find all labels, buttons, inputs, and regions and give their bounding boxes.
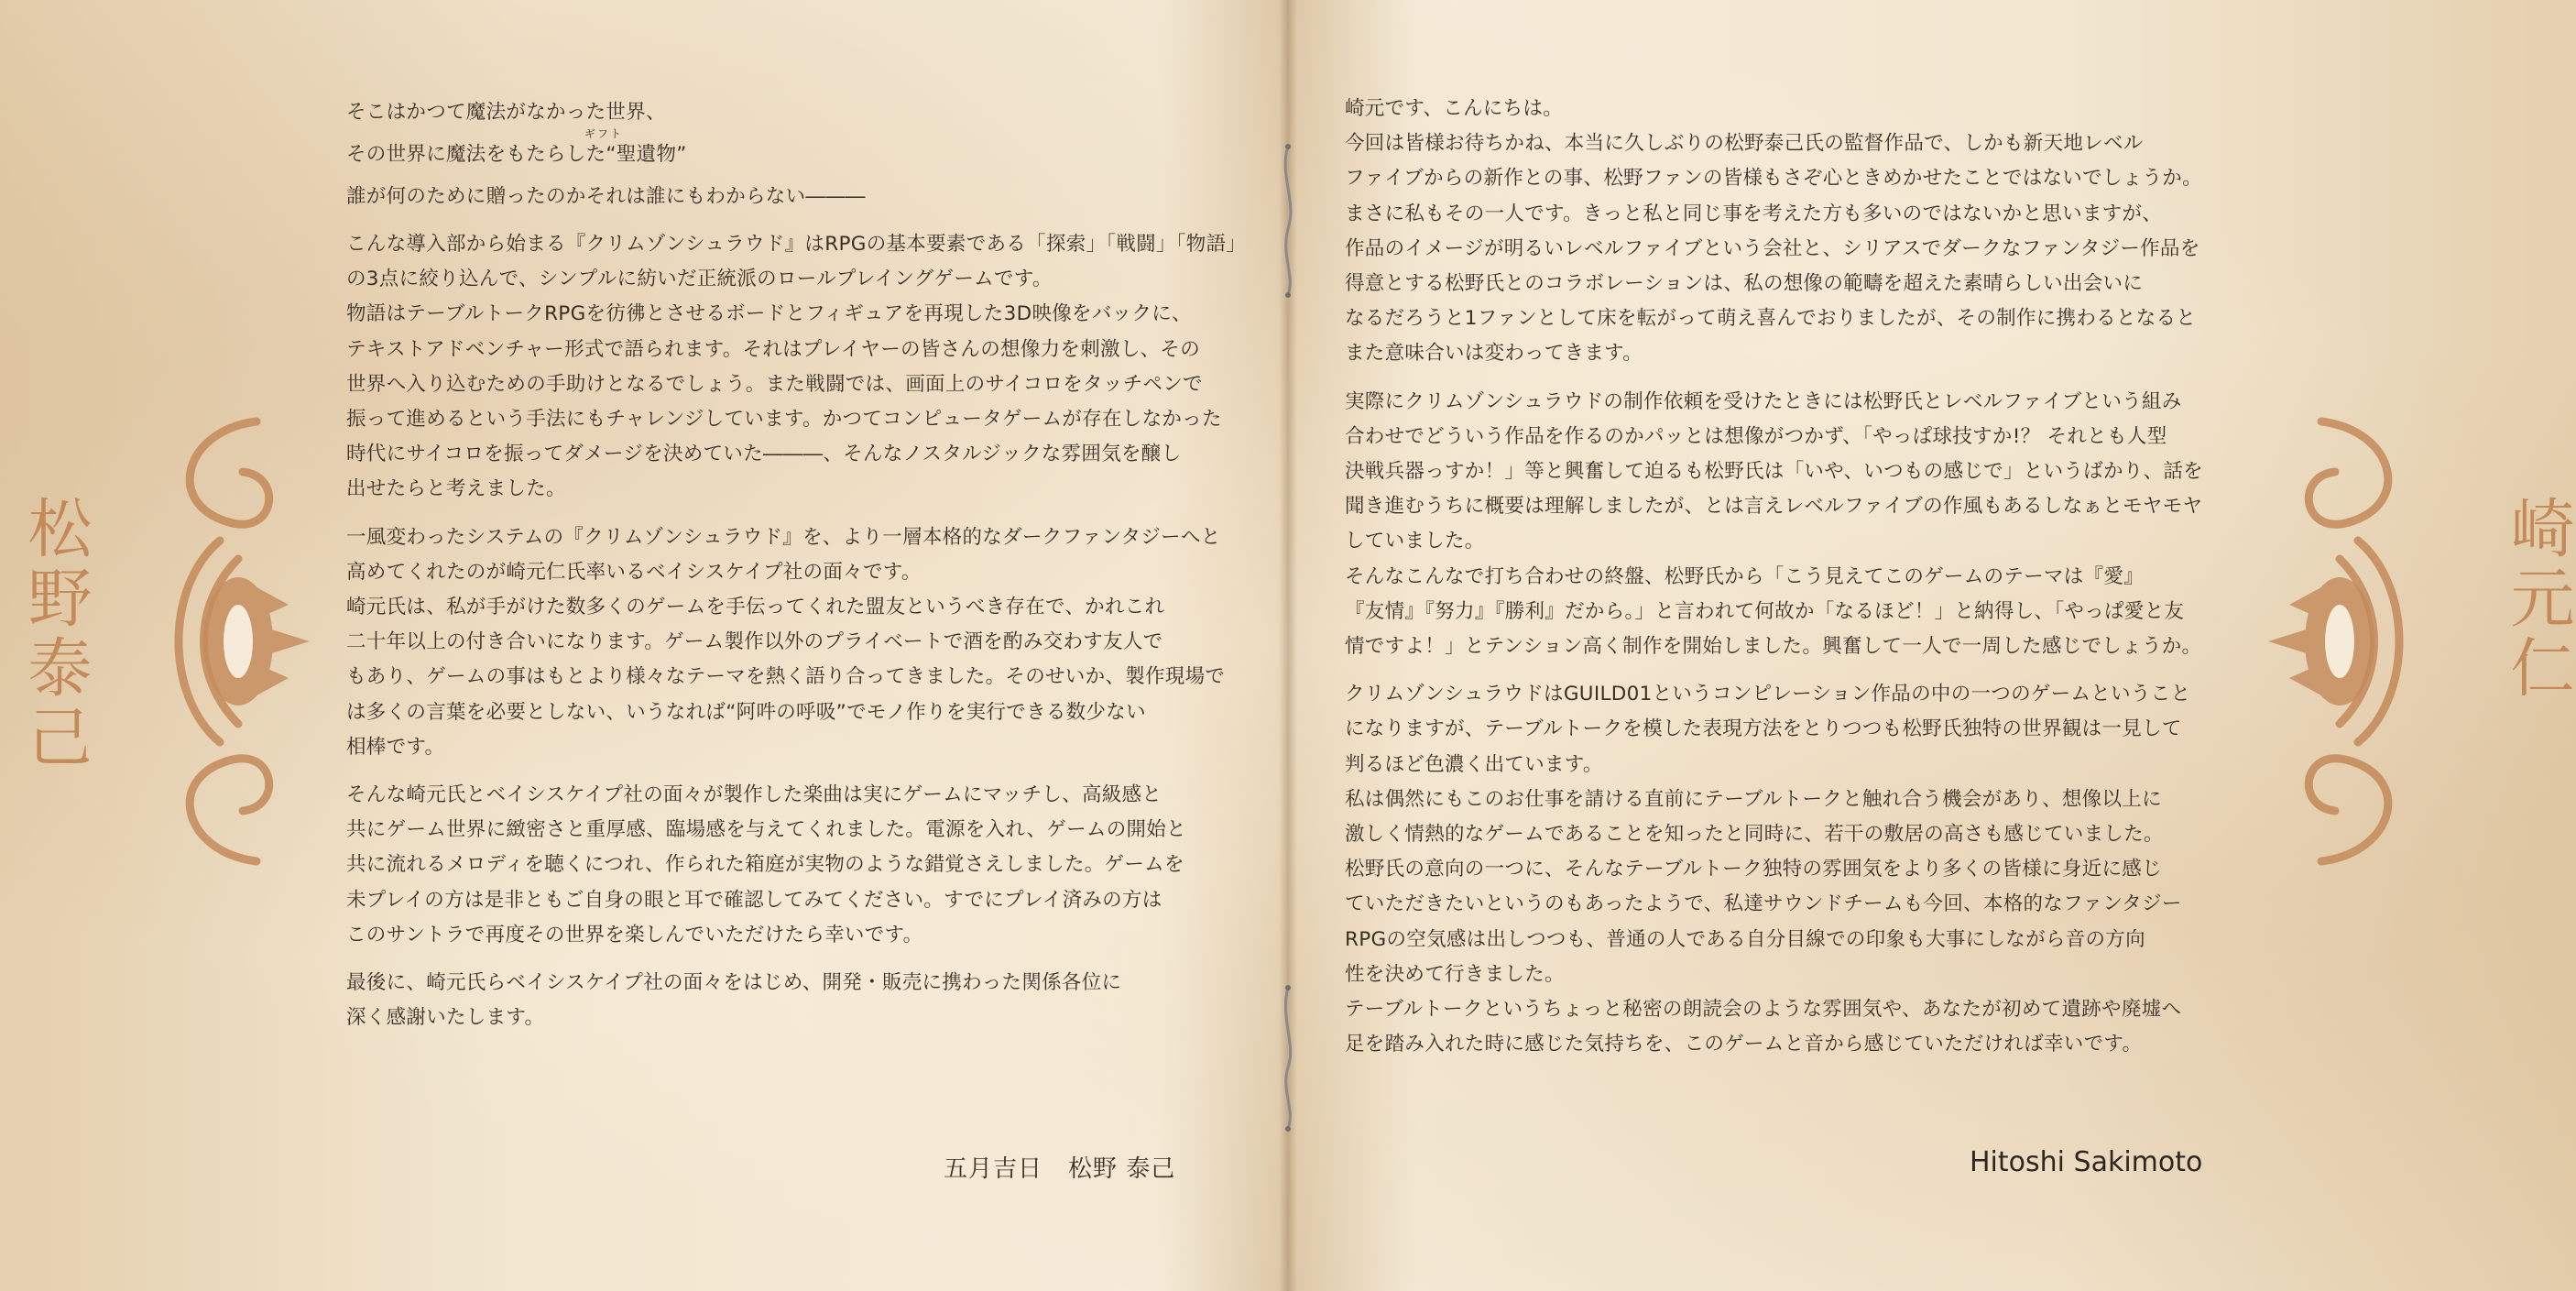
right-page xyxy=(1288,0,2576,1291)
p1-line: また意味合いは変わってきます。 xyxy=(1345,342,1643,366)
p1-line: こんな導入部から始まる『クリムゾンシュラウド』はRPGの基本要素である「探索」「戦闘」「物語」 xyxy=(346,233,1247,256)
p1-line: 世界へ入り込むための手助けとなるでしょう。また戦闘では、画面上のサイコロをタッチペンで xyxy=(346,372,1203,396)
paragraph-4 xyxy=(346,966,1226,1035)
p2-line: そんなこんなで打ち合わせの終盤、松野氏から「こう見えてこのゲームのテーマは『愛』 xyxy=(1345,564,2145,588)
ornament-flourish-right xyxy=(2266,403,2450,880)
p1-line: 出せたらと考えました。 xyxy=(346,477,566,501)
vertical-name-sakimoto: 崎元仁 xyxy=(2500,495,2575,704)
p2-line: 合わせでどういう作品を作るのかパッとは想像がつかず、「やっぱ球技すか!？ それとも人型 xyxy=(1345,424,2167,448)
p3-line: 共に流れるメロディを聴くにつれ、作られた箱庭が実物のような錯覚さえしました。ゲームを xyxy=(346,853,1184,877)
p1-line: 振って進めるという手法にもチャレンジしています。かつてコンピュータゲームが存在しなかった xyxy=(346,408,1222,432)
p2-line: 二十年以上の付き合いになります。ゲーム製作以外のプライベートで酒を酌み交わす友人で xyxy=(346,630,1163,654)
p3-line: 松野氏の意向の一つに、そんなテーブルトーク独特の雰囲気をより多くの皆様に身近に感じ xyxy=(1345,858,2162,881)
p2-line: 決戦兵器っすか！」等と興奮して迫るも松野氏は「いや、いつもの感じで」というばかり、話を xyxy=(1345,460,2203,484)
p3-line: 共にゲーム世界に緻密さと重厚感、臨場感を与えてくれました。電源を入れ、ゲームの開始と xyxy=(346,818,1186,842)
signature-date: 五月吉日 xyxy=(944,1155,1043,1183)
p1-line: なるだろうと1ファンとして床を転がって萌え喜んでおりましたが、その制作に携わるとなると xyxy=(1345,307,2197,331)
p2-line: 相棒です。 xyxy=(346,735,445,759)
p2-line: していました。 xyxy=(1345,530,1485,553)
p4-line: 最後に、崎元氏らベイシスケイプ社の面々をはじめ、開発・販売に携わった関係各位に xyxy=(346,971,1122,995)
p3-line: 激しく情熱的なゲームであることを知ったと同時に、若干の敷居の高さも感じていました。 xyxy=(1345,823,2164,847)
sakimoto-message xyxy=(1345,92,2243,1062)
signature-name: 松野 泰己 xyxy=(1068,1155,1176,1183)
paragraph-3 xyxy=(1345,677,2243,1062)
p2-line: 実際にクリムゾンシュラウドの制作依頼を受けたときには松野氏とレベルファイブという組み xyxy=(1345,389,2182,413)
p3-line: ていただきたいというのもあったようで、私達サウンドチームも今回、本格的なファンタジー xyxy=(1345,892,2182,916)
p1-line: ファイブからの新作との事、松野ファンの皆様もさぞ心ときめかせたことではないでしょうか。 xyxy=(1345,167,2202,191)
p2-line: 一風変わったシステムの『クリムゾンシュラウド』を、より一層本格的なダークファンタジーへと xyxy=(346,525,1221,549)
paragraph-1 xyxy=(346,227,1247,508)
p3-line: になりますが、テーブルトークを模した表現方法をとりつつも松野氏独特の世界観は一見して xyxy=(1345,717,2182,741)
p3-line: 判るほど色濃く出ています。 xyxy=(1345,752,1603,776)
p3-line: そんな崎元氏とベイシスケイプ社の面々が製作した楽曲は実にゲームにマッチし、高級感と xyxy=(346,783,1162,807)
p4-line: 深く感謝いたします。 xyxy=(346,1006,545,1030)
p1-line: 崎元です、こんにちは。 xyxy=(1345,97,1564,120)
paragraph-2 xyxy=(1345,385,2243,665)
matsuno-message xyxy=(346,92,1247,1035)
p1-line: 今回は皆様お待ちかね、本当に久しぶりの松野泰己氏の監督作品で、しかも新天地レベル xyxy=(1345,132,2144,156)
ornament-flourish-left xyxy=(128,403,311,880)
paragraph-2 xyxy=(346,520,1226,765)
p2-line: もあり、ゲームの事はもとより様々なテーマを熱く語り合ってきました。そのせいか、製作現場で xyxy=(346,665,1226,689)
p3-line: テーブルトークというちょっと秘密の朗読会のような雰囲気や、あなたが初めて遺跡や廃墟へ xyxy=(1345,998,2182,1022)
p3-line: 私は偶然にもこのお仕事を請ける直前にテーブルトークと触れ合う機会があり、想像以上に xyxy=(1345,787,2162,811)
p2-line: 崎元氏は、私が手がけた数多くのゲームを手伝ってくれた盟友というべき存在で、かれこれ xyxy=(346,596,1165,619)
p1-line: まさに私もその一人です。きっと私と同じ事を考えた方も多いのではないかと思いますが、 xyxy=(1345,202,2163,225)
intro-line-2-text: その世界に魔法をもたらした“聖遺物” xyxy=(346,143,687,166)
intro-line-1: そこはかつて魔法がなかった世界、 xyxy=(346,101,666,124)
p1-line: 物語はテーブルトークRPGを彷彿とさせるボードとフィギュアを再現した3D映像をバックに、 xyxy=(346,302,1192,326)
ruby-gift: ギフト xyxy=(584,127,624,140)
signature-matsuno xyxy=(944,1150,1175,1184)
p1-line: の3点に絞り込んで、シンプルに紡いだ正統派のロールプレイングゲームです。 xyxy=(346,268,1053,291)
p2-line: 情ですよ！」とテンション高く制作を開始しました。興奮して一人で一周した感じでしょうか。 xyxy=(1345,635,2202,659)
paragraph-1 xyxy=(1345,92,2243,372)
intro-line-2 xyxy=(346,127,1226,176)
p3-line: 未プレイの方は是非ともご自身の眼と耳で確認してみてください。すでにプレイ済みの方は xyxy=(346,888,1162,912)
p1-line: 得意とする松野氏とのコラボレーションは、私の想像の範疇を超えた素晴らしい出会いに xyxy=(1345,272,2144,296)
p2-line: は多くの言葉を必要としない、いうなれば“阿吽の呼吸”でモノ作りを実行できる数少ない xyxy=(346,700,1146,724)
p2-line: 『友情』『努力』『勝利』だから。」と言われて何故か「なるほど！」と納得し、「やっぱ愛と友 xyxy=(1345,599,2185,623)
p3-line: 性を決めて行きました。 xyxy=(1345,962,1565,986)
signature-sakimoto: Hitoshi Sakimoto xyxy=(1970,1146,2203,1178)
paragraph-3 xyxy=(346,778,1226,953)
p1-line: テキストアドベンチャー形式で語られます。それはプレイヤーの皆さんの想像力を刺激し、その xyxy=(346,337,1201,361)
p1-line: 時代にサイコロを振ってダメージを決めていた―――、そんなノスタルジックな雰囲気を醸し xyxy=(346,443,1182,466)
p3-line: クリムゾンシュラウドはGUILD01というコンピレーション作品の中の一つのゲームということ xyxy=(1345,683,2191,706)
p1-line: 作品のイメージが明るいレベルファイブという会社と、シリアスでダークなファンタジー作品を xyxy=(1345,236,2200,260)
p2-line: 高めてくれたのが崎元仁氏率いるベイシスケイプ社の面々です。 xyxy=(346,560,922,584)
vertical-name-matsuno: 松野泰己 xyxy=(17,495,93,773)
p3-line: このサントラで再度その世界を楽しんでいただけたら幸いです。 xyxy=(346,923,923,946)
p3-line: 足を踏み入れた時に感じた気持ちを、このゲームと音から感じていただければ幸いです。 xyxy=(1345,1033,2143,1056)
p2-line: 聞き進むうちに概要は理解しましたが、とは言えレベルファイブの作風もあるしなぁとモヤモヤ xyxy=(1345,495,2203,519)
intro-line-3: 誰が何のために贈ったのかそれは誰にもわからない――― xyxy=(346,185,866,208)
intro-block xyxy=(346,92,1226,218)
p3-line: RPGの空気感は出しつつも、普通の人である自分目線での印象も大事にしながら音の方向 xyxy=(1345,927,2145,951)
